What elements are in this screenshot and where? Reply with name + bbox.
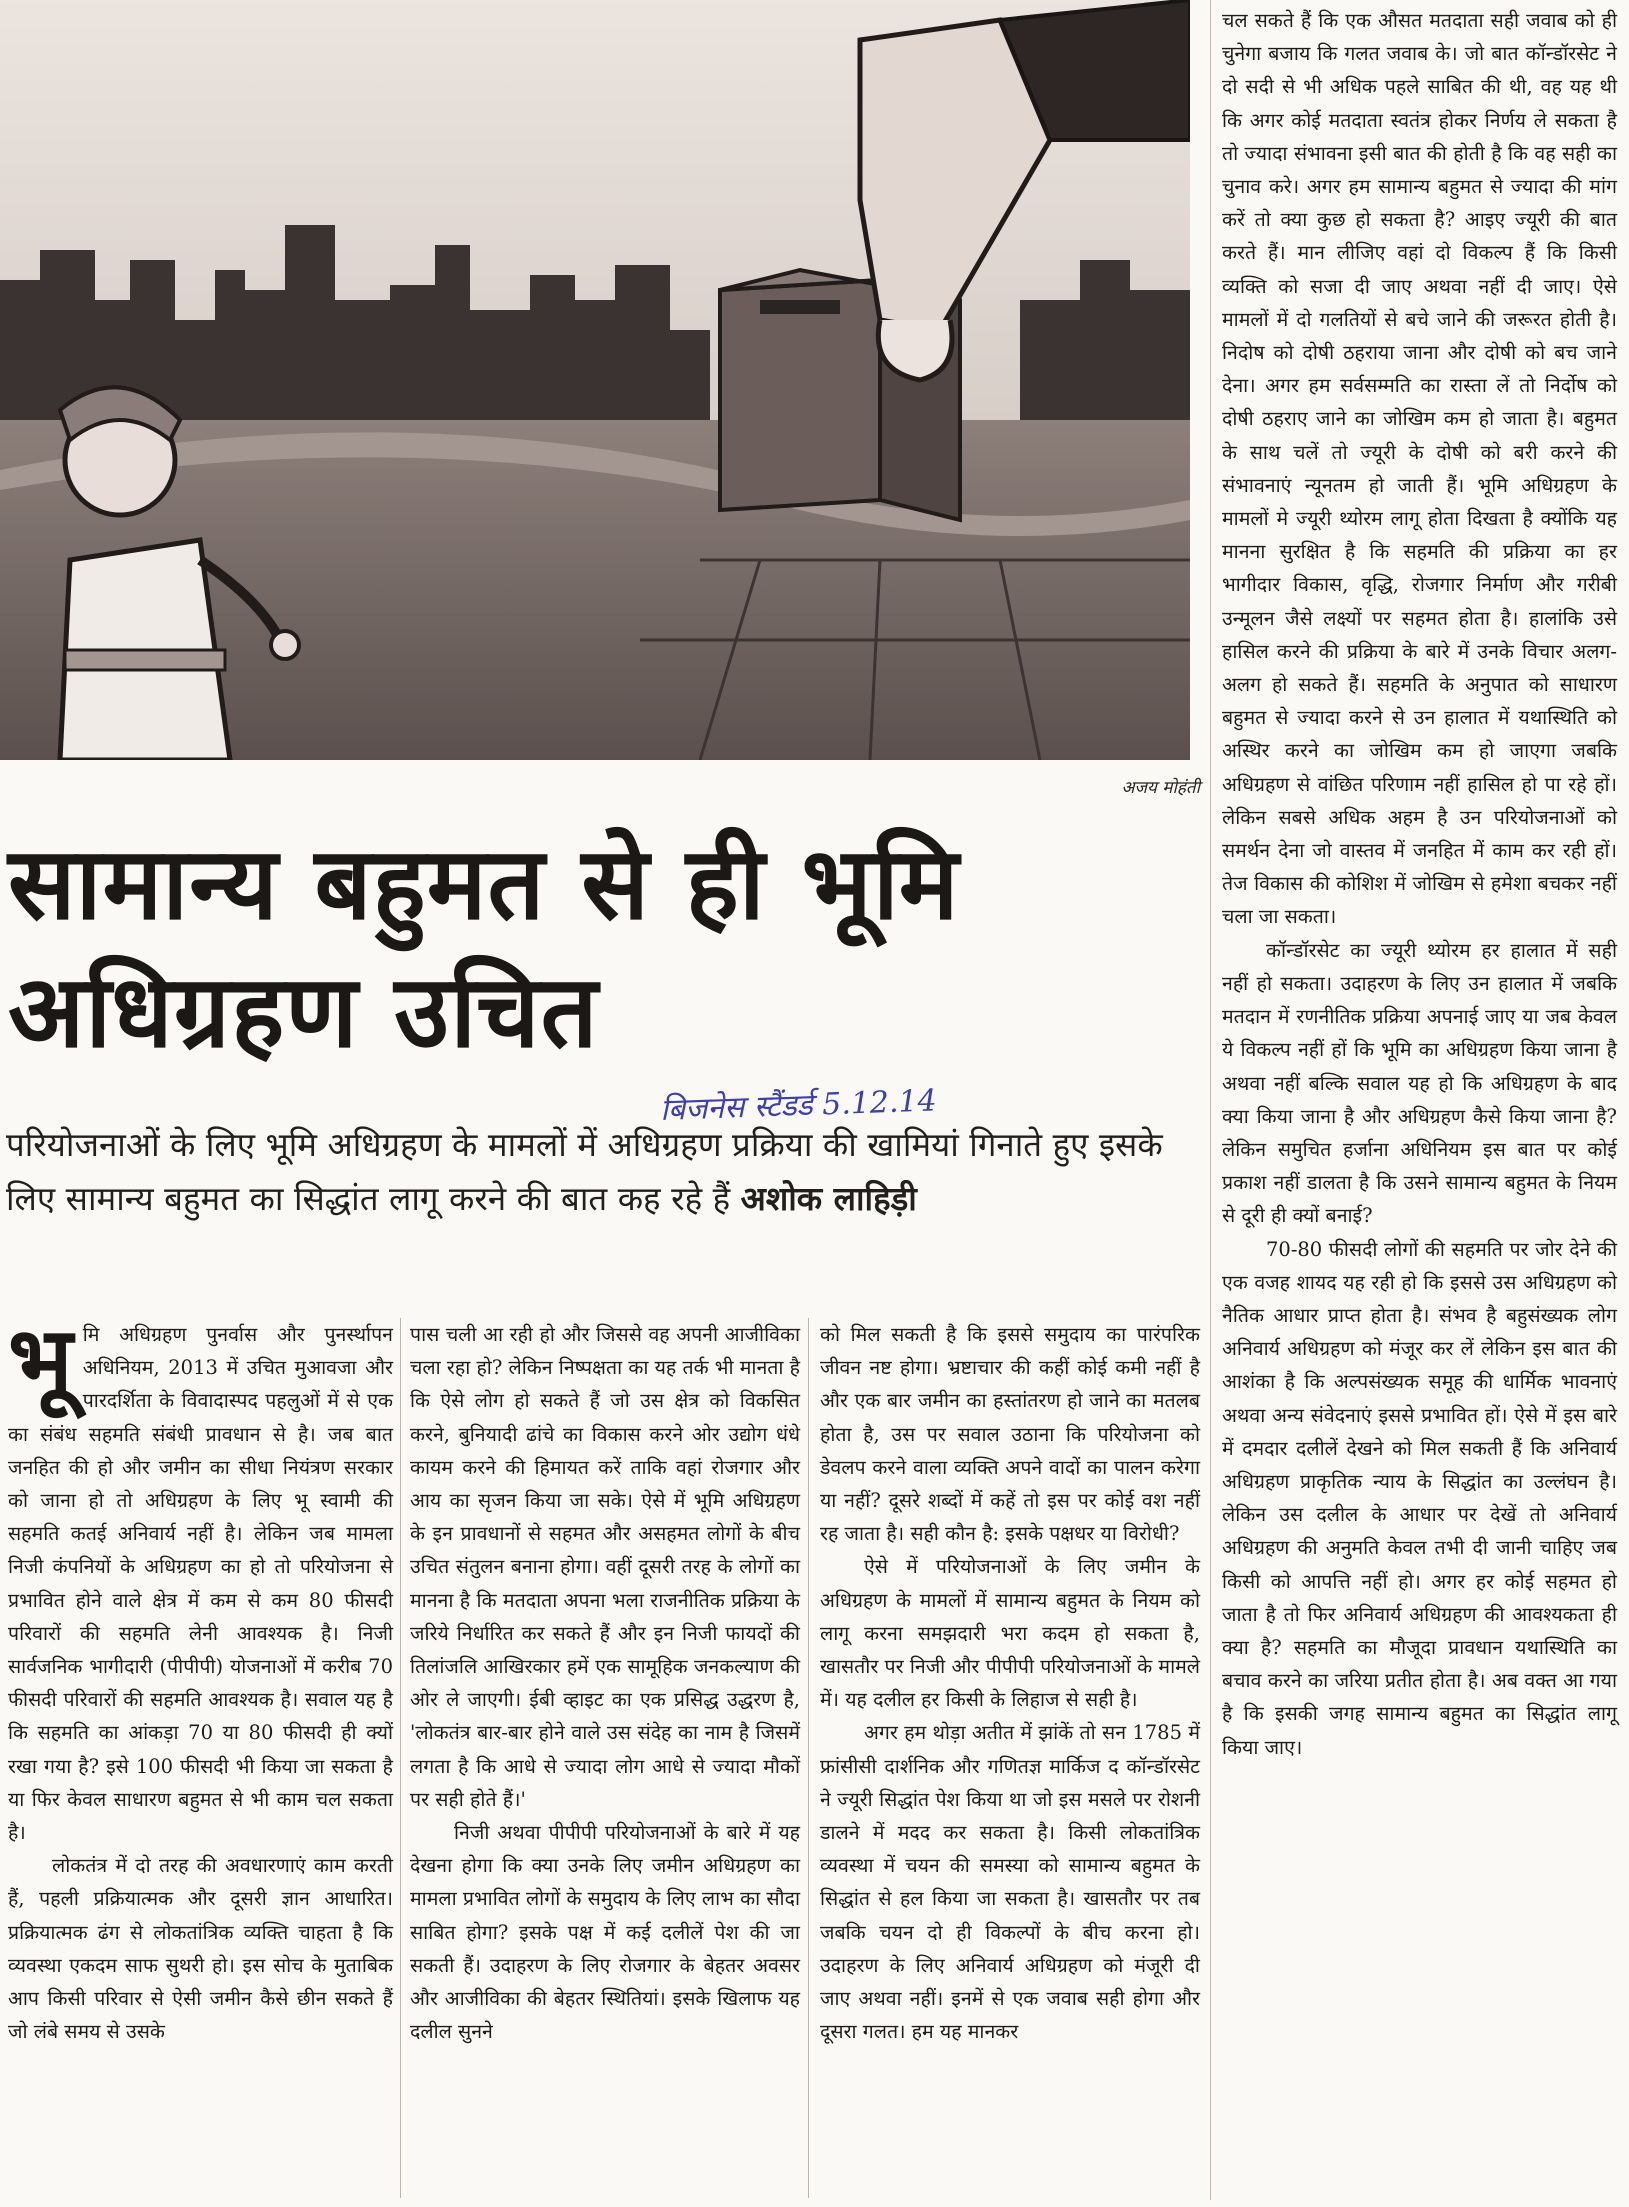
paragraph: अगर हम थोड़ा अतीत में झांकें तो सन 1785 में फ्रांसीसी दार्शनिक और गणितज्ञ मार्किज द कॉन्डॉरसेट ने ज्यूरी सिद्धांत पेश किया था जो इस मसले पर रोशनी डालने में मदद कर सकता है। किसी लोकतांत्रिक व्यवस्था में चयन की समस्या को सामान्य बहुमत के सिद्धांत से हल किया जा सकता है। खासतौर पर तब जबकि चयन दो ही विकल्पों के बीच करना हो। उदाहरण के लिए अनिवार्य अधिग्रहण को मंजूरी दी जाए अथवा नहीं। इनमें से एक जवाब सही होगा और दूसरा गलत। हम यह मानकर [820, 1721, 1200, 2044]
handwritten-source-date: बिजनेस स्टैंडर्ड 5.12.14 [659, 1083, 938, 1129]
headline [8, 820, 1198, 1076]
column-divider [808, 1318, 809, 2198]
paragraph [8, 1307, 393, 1849]
deck-text: परियोजनाओं के लिए भूमि अधिग्रहण के मामलों में अधिग्रहण प्रक्रिया की खामियां गिनाते हुए इसके लिए सामान्य बहुमत का सिद्धांत लागू करने की बात कह रहे हैं [6, 1125, 1163, 1218]
column-divider [1210, 0, 1211, 2200]
column-divider [400, 1318, 401, 2198]
author-name: अशोक लाहिड़ी [740, 1179, 917, 1218]
headline-line-1: सामान्य बहुमत से ही भूमि [8, 825, 960, 942]
headline-line-2: अधिग्रहण उचित [8, 953, 599, 1070]
illustrator-credit: अजय मोहंती [1121, 778, 1200, 798]
article-column-1 [8, 1307, 393, 2048]
article-illustration [0, 0, 1190, 760]
paragraph: चल सकते हैं कि एक औसत मतदाता सही जवाब को ही चुनेगा बजाय कि गलत जवाब के। जो बात कॉन्डॉरसेट ने दो सदी से भी अधिक पहले साबित की थी, वह यह थी कि अगर कोई मतदाता स्वतंत्र होकर निर्णय ले सकता है तो ज्यादा संभावना इसी बात की होती है कि वह सही का चुनाव करे। अगर हम सामान्य बहुमत से ज्यादा की मांग करें तो क्या कुछ हो सकता है? आइए ज्यूरी की बात करते हैं। मान लीजिए वहां दो विकल्प हैं कि किसी व्यक्ति को सजा दी जाए अथवा नहीं दी जाए। ऐसे मामलों में दो गलतियों से बचे जाने की जरूरत होती है। निदोष को दोषी ठहराया जाना और दोषी को बच जाने देना। अगर हम सर्वसम्मति का रास्ता लें तो निर्दोष को दोषी ठहराए जाने का जोखिम कम हो जाता है। बहुमत के साथ चलें तो ज्यूरी के दोषी को बरी करने की संभावनाएं न्यूनतम हो जाती हैं। भूमि अधिग्रहण के मामलों मे ज्यूरी थ्योरम लागू होता दिखता है क्योंकि यह मानना सुरक्षित है कि सहमति की प्रक्रिया का हर भागीदार विकास, वृद्धि, रोजगार निर्माण और गरीबी उन्मूलन जैसे लक्ष्यों पर सहमत होता है। हालांकि उसे हासिल करने की प्रक्रिया के बारे में उनके विचार अलग-अलग हो सकते हैं। सहमति के अनुपात को साधारण बहुमत से ज्यादा करने से उन हालात में यथास्थिति को अस्थिर करने का जोखिम कम हो जाएगा जबकि अधिग्रहण से वांछित परिणाम नहीं हासिल हो पा रहे हों। लेकिन सबसे अधिक अहम है उन परियोजनाओं को समर्थन देना जो वास्तव में जनहित में काम कर रही हों। तेज विकास की कोशिश में जोखिम से हमेशा बचकर नहीं चला जा सकता। [1222, 9, 1617, 929]
paragraph: ऐसे में परियोजनाओं के लिए जमीन के अधिग्रहण के मामलों में सामान्य बहुमत के नियम को लागू करना समझदारी भरा कदम हो सकता है, खासतौर पर निजी और पीपीपी परियोजनाओं के मामले में। यह दलील हर किसी के लिहाज से सही है। [820, 1555, 1200, 1712]
paragraph: पास चली आ रही हो और जिससे वह अपनी आजीविका चला रहा हो? लेकिन निष्पक्षता का यह तर्क भी मानता है कि ऐसे लोग हो सकते हैं जो उस क्षेत्र को विकसित करने, बुनियादी ढांचे का विकास करने ओर उद्योग धंधे कायम करने की हिमायत करें ताकि वहां रोजगार और आय का सृजन किया जा सके। ऐसे में भूमि अधिग्रहण के इन प्रावधानों से सहमत और असहमत लोगों के बीच उचित संतुलन बनाना होगा। वहीं दूसरी तरह के लोगों का मानना है कि मतदाता अपना भला राजनीतिक प्रक्रिया के जरिये निर्धारित कर सकते हैं और इन निजी फायदों की तिलांजलि आखिरकार हमें एक सामूहिक जनकल्याण की ओर ले जाएगी। ईबी व्हाइट का एक प्रसिद्ध उद्धरण है, 'लोकतंत्र बार-बार होने वाले उस संदेह का नाम है जिसमें लगता है कि आधे से ज्यादा लोग आधे से ज्यादा मौकों पर सही होते हैं।' [410, 1323, 800, 1811]
article-column-3 [820, 1318, 1200, 2048]
paragraph: को मिल सकती है कि इससे समुदाय का पारंपरिक जीवन नष्ट होगा। भ्रष्टाचार की कहीं कोई कमी नहीं है और एक बार जमीन का हस्तांतरण हो जाने का मतलब होता है, उस पर सवाल उठाना कि परियोजना को डेवलप करने वाला व्यक्ति अपने वादों का पालन करेगा या नहीं? दूसरे शब्दों में कहें तो इस पर कोई वश नहीं रह जाता है। सही कौन है: इसके पक्षधर या विरोधी? [820, 1323, 1200, 1546]
paragraph: 70-80 फीसदी लोगों की सहमति पर जोर देने की एक वजह शायद यह रही हो कि इससे उस अधिग्रहण को नैतिक आधार प्राप्त होता है। संभव है बहुसंख्यक लोग अनिवार्य अधिग्रहण को मंजूर कर लें लेकिन इस बात की आशंका है कि अल्पसंख्यक समूह की धार्मिक भावनाएं अथवा अन्य संवेदनाएं इससे प्रभावित हों। ऐसे में इस बारे में दमदार दलीलें देखने को मिल सकती हैं कि अनिवार्य अधिग्रहण प्राकृतिक न्याय के सिद्धांत का उल्लंघन है। लेकिन उस दलील के आधार पर देखें तो अनिवार्य अधिग्रहण की अनुमति केवल तभी दी जानी चाहिए जब किसी को आपत्ति नहीं हो। अगर हर कोई सहमत हो जाता है तो फिर अनिवार्य अधिग्रहण की आवश्यकता ही क्या है? सहमति का मौजूदा प्रावधान यथास्थिति का बचाव करने का जरिया प्रतीत होता है। अब वक्त आ गया है कि इसकी जगह सामान्य बहुमत का सिद्धांत लागू किया जाए। [1222, 1237, 1617, 1759]
paragraph: कॉन्डॉरसेट का ज्यूरी थ्योरम हर हालात में सही नहीं हो सकता। उदाहरण के लिए उन हालात में जबकि मतदान में रणनीतिक प्रक्रिया अपनाई जाए या जब केवल ये विकल्प नहीं हों कि भूमि का अधिग्रहण किया जाना है अथवा नहीं बल्कि सवाल यह हो कि अधिग्रहण के बाद क्या किया जाना है और अधिग्रहण कैसे किया जाना है? लेकिन समुचित हर्जाना अधिनियम इस बात पर कोई प्रकाश नहीं डालता है कि उसने सामान्य बहुमत के नियम से दूरी ही क्यों बनाई? [1222, 938, 1617, 1228]
paragraph: निजी अथवा पीपीपी परियोजनाओं के बारे में यह देखना होगा कि क्या उनके लिए जमीन अधिग्रहण का मामला प्रभावित लोगों के समुदाय के लिए लाभ का सौदा साबित होगा? इसके पक्ष में कई दलीलें पेश की जा सकती हैं। उदाहरण के लिए रोजगार के बेहतर अवसर और आजीविका की बेहतर स्थितियां। इसके खिलाफ यह दलील सुनने [410, 1821, 800, 2044]
article-column-4 [1222, 4, 1617, 1764]
article-column-2 [410, 1318, 800, 2048]
paragraph: लोकतंत्र में दो तरह की अवधारणाएं काम करती हैं, पहली प्रक्रियात्मक और दूसरी ज्ञान आधारित। प्रक्रियात्मक ढंग से लोकतांत्रिक व्यक्ति चाहता है कि व्यवस्था एकदम साफ सुथरी हो। इस सोच के मुताबिक आप किसी परिवार से ऐसी जमीन कैसे छीन सकते हैं जो लंबे समय से उसके [8, 1854, 393, 2044]
drop-cap: भू [8, 1307, 73, 1414]
paragraph-text: मि अधिग्रहण पुनर्वास और पुनर्स्थापन अधिनियम, 2013 में उचित मुआवजा और पारदर्शिता के विवादास्पद पहलुओं में से एक का संबंध सहमति संबंधी प्रावधान से है। जब बात जनहित की हो और जमीन का सीधा नियंत्रण सरकार को जाना हो तो अधिग्रहण के लिए भू स्वामी की सहमति कतई अनिवार्य नहीं है। लेकिन जब मामला निजी कंपनियों के अधिग्रहण का हो तो परियोजना से प्रभावित होने वाले क्षेत्र में कम से कम 80 फीसदी परिवारों की सहमति लेनी आवश्यक है। निजी सार्वजनिक भागीदारी (पीपीपी) योजनाओं में करीब 70 फीसदी परिवारों की सहमति आवश्यक है। सवाल यह है कि सहमति का आंकड़ा 70 या 80 फीसदी ही क्यों रखा गया है? इसे 100 फीसदी भी किया जा सकता है या फिर केवल साधारण बहुमत से भी काम चल सकता है। [8, 1323, 393, 1845]
article-deck [6, 1118, 1176, 1226]
illustration-graphic [0, 0, 1190, 760]
